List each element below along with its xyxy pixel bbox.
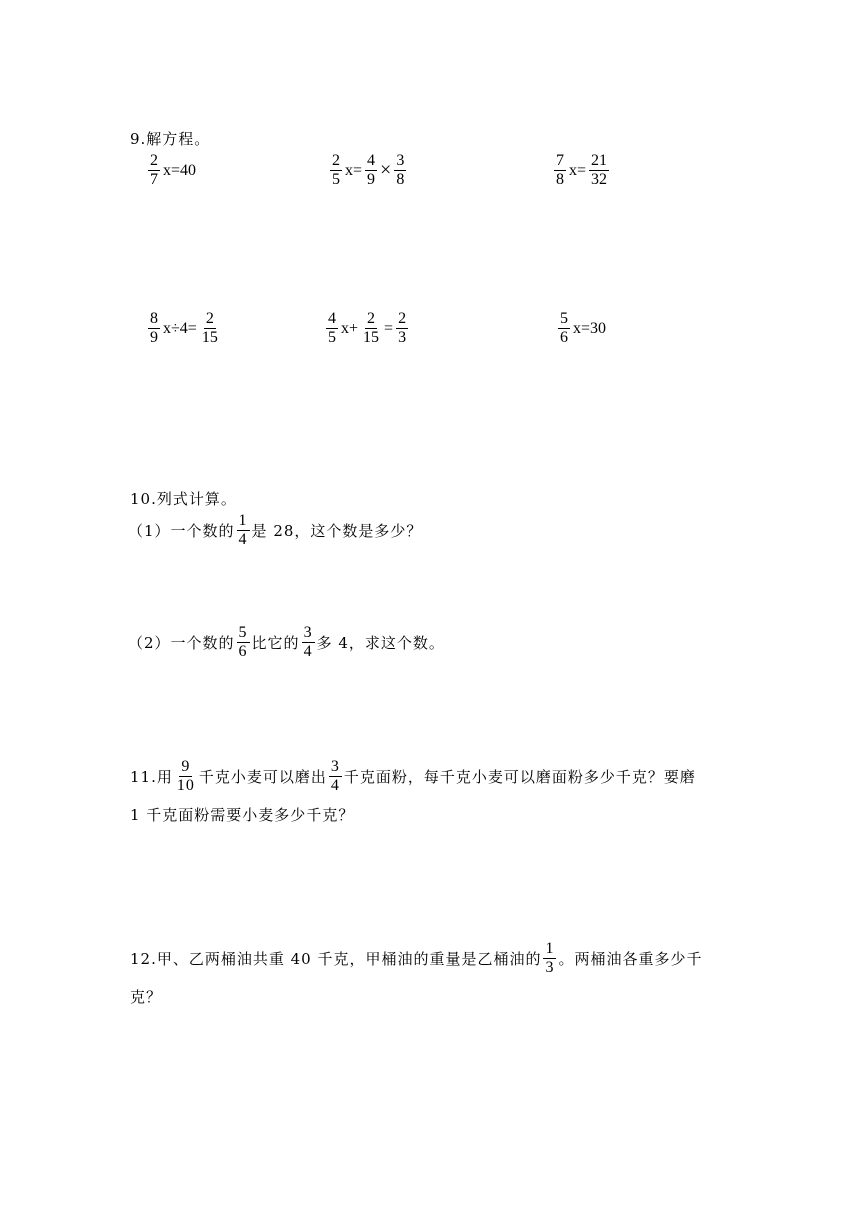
q10-title: 10.列式计算。 <box>130 490 237 508</box>
q10-part1: （1）一个数的 $\frac{1}{4}$ 是 28，这个数是多少？ <box>128 512 423 548</box>
q9-title: 9.解方程。 <box>130 130 211 148</box>
q12-line1: 12.甲、乙两桶油共重 40 千克，甲桶油的重量是乙桶油的 $\frac{1}{3}$ 。两桶油各重多少千 <box>130 940 703 976</box>
q11-line1: 11.用 $\frac{9}{10}$ 千克小麦可以磨出 $\frac{3}{4}$ 千克面粉，每千克小麦可以磨面粉多少千克？要磨 <box>130 758 696 794</box>
equation-1: $\frac{2}{7}$ x=40 <box>150 152 197 188</box>
q12-line2: 克？ <box>130 988 163 1006</box>
equation-6: $\frac{5}{6}$ x=30 <box>560 310 607 346</box>
equation-4: $\frac{8}{9}$ x÷4= $\frac{2}{15}$ <box>150 310 218 346</box>
equation-2: $\frac{2}{5}$ x= $\frac{4}{9}$ × $\frac{3}{8}$ <box>332 152 405 188</box>
equation-5: $\frac{4}{5}$ x+ $\frac{2}{15}$ = $\frac{2}{3}$ <box>328 310 407 346</box>
equation-3: $\frac{7}{8}$ x= $\frac{21}{32}$ <box>556 152 608 188</box>
q10-part2: （2）一个数的 $\frac{5}{6}$ 比它的 $\frac{3}{4}$ 多 4，求这个数。 <box>128 624 445 660</box>
q11-line2: 1 千克面粉需要小麦多少千克？ <box>130 806 355 824</box>
